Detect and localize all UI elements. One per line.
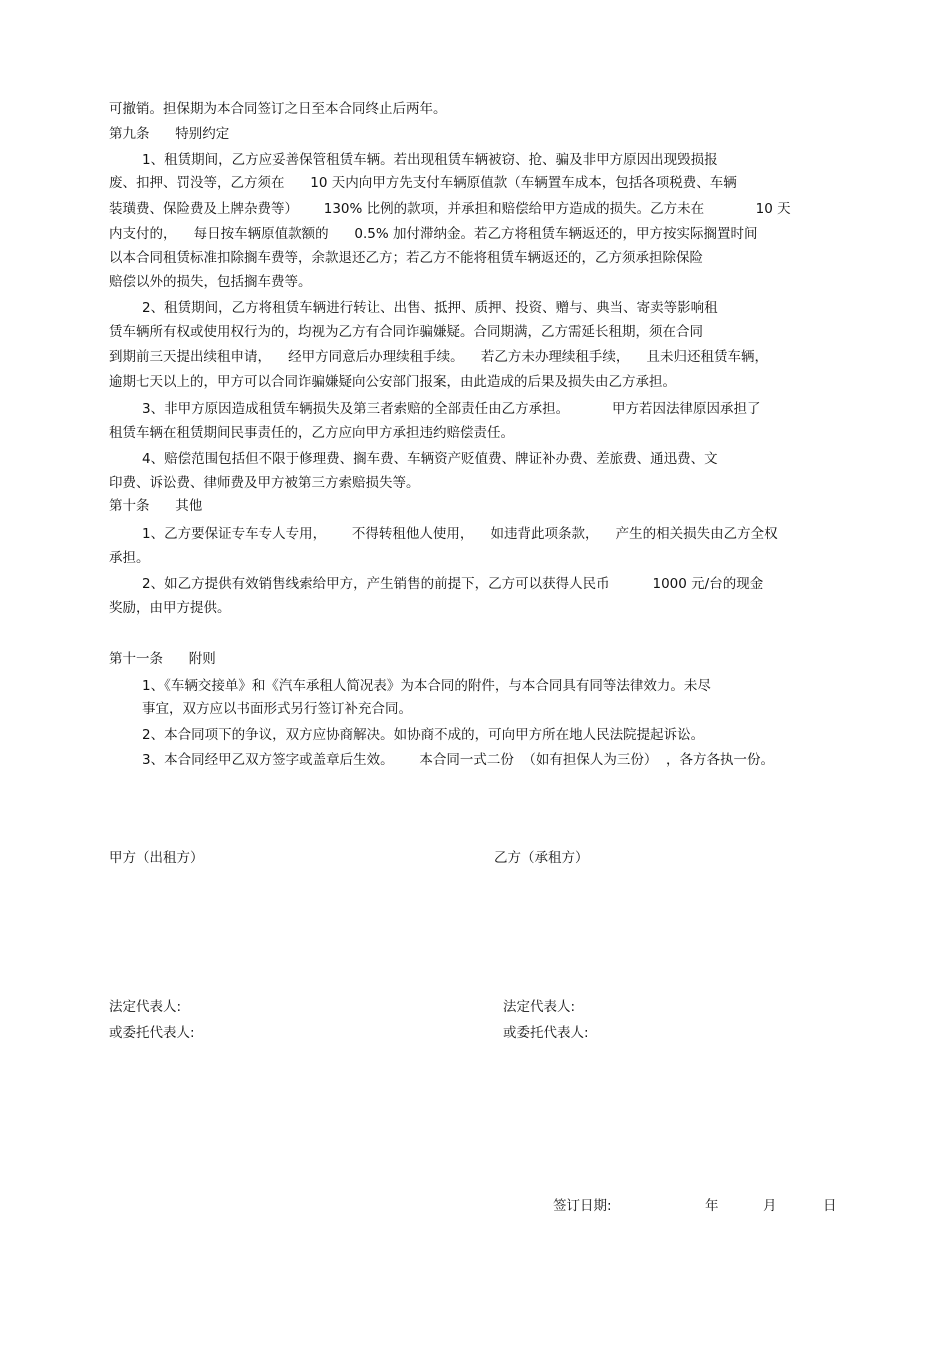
article-9-clause-4-line: 印费、诉讼费、律师费及甲方被第三方索赔损失等。 (109, 475, 420, 491)
article-11-clause-1-line: 事宜，双方应以书面形式另行签订补充合同。 (142, 701, 412, 717)
article-9-clause-2-line: 赁车辆所有权或使用权行为的，均视为乙方有合同诈骗嫌疑。合同期满，乙方需延长租期，须在合同 (109, 324, 703, 340)
article-9-clause-1-line: 废、扣押、罚没等，乙方须在 10 天内向甲方先支付车辆原值款（车辆置车成本，包括各项税费、车辆 (109, 175, 737, 191)
article-10-clause-2-line: 2、如乙方提供有效销售线索给甲方，产生销售的前提下，乙方可以获得人民币 1000 元/台的现金 (142, 576, 764, 592)
article-9-clause-2-line: 2、租赁期间，乙方将租赁车辆进行转让、出售、抵押、质押、投资、赠与、典当、寄卖等影响租 (142, 300, 718, 316)
article-10-clause-2-line: 奖励，由甲方提供。 (109, 600, 231, 616)
date-day-label: 日 (823, 1198, 837, 1214)
article-11-clause-3-line: 3、本合同经甲乙双方签字或盖章后生效。 本合同一式二份 （如有担保人为三份） ，各方各执一份。 (142, 752, 775, 768)
article-9-heading: 第九条 特别约定 (109, 126, 230, 142)
article-9-clause-2-line: 逾期七天以上的，甲方可以合同诈骗嫌疑向公安部门报案，由此造成的后果及损失由乙方承担。 (109, 374, 676, 390)
date-year-label: 年 (705, 1198, 719, 1214)
article-9-clause-1-line: 内支付的， 每日按车辆原值款额的 0.5% 加付滞纳金。若乙方将租赁车辆返还的，甲方按实际搁置时间 (109, 226, 758, 242)
legal-representative-a-label: 法定代表人: (109, 999, 182, 1015)
authorized-agent-a-label: 或委托代表人: (109, 1025, 195, 1041)
party-b-label: 乙方（承租方） (494, 850, 589, 866)
article-9-clause-3-line: 租赁车辆在租赁期间民事责任的，乙方应向甲方承担违约赔偿责任。 (109, 425, 514, 441)
article-9-clause-1-line: 装璜费、保险费及上牌杂费等） 130% 比例的款项，并承担和赔偿给甲方造成的损失。乙方未在 10 天 (109, 201, 791, 217)
article-9-clause-1-line: 赔偿以外的损失，包括搁车费等。 (109, 274, 312, 290)
article-11-clause-1-line: 1、《车辆交接单》和《汽车承租人简况表》为本合同的附件，与本合同具有同等法律效力。未尽 (142, 678, 711, 694)
party-a-label: 甲方（出租方） (109, 850, 204, 866)
guarantee-period-line: 可撤销。担保期为本合同签订之日至本合同终止后两年。 (109, 101, 447, 117)
article-9-clause-2-line: 到期前三天提出续租申请， 经甲方同意后办理续租手续。 若乙方未办理续租手续， 且未归还租赁车辆， (109, 349, 768, 365)
date-month-label: 月 (763, 1198, 777, 1214)
legal-representative-b-label: 法定代表人: (503, 999, 576, 1015)
article-9-clause-1-line: 1、租赁期间，乙方应妥善保管租赁车辆。若出现租赁车辆被窃、抢、骗及非甲方原因出现毁损报 (142, 152, 718, 168)
authorized-agent-b-label: 或委托代表人: (503, 1025, 589, 1041)
article-11-heading: 第十一条 附则 (109, 651, 216, 667)
article-11-clause-2-line: 2、本合同项下的争议，双方应协商解决。如协商不成的，可向甲方所在地人民法院提起诉讼。 (142, 727, 705, 743)
article-9-clause-1-line: 以本合同租赁标准扣除搁车费等，余款退还乙方；若乙方不能将租赁车辆返还的，乙方须承担除保险 (109, 250, 703, 266)
article-9-clause-3-line: 3、非甲方原因造成租赁车辆损失及第三者索赔的全部责任由乙方承担。 甲方若因法律原因承担了 (142, 401, 761, 417)
article-9-clause-4-line: 4、赔偿范围包括但不限于修理费、搁车费、车辆资产贬值费、牌证补办费、差旅费、通迅费、文 (142, 451, 718, 467)
article-10-heading: 第十条 其他 (109, 498, 203, 514)
signing-date-label: 签订日期: (553, 1198, 612, 1214)
article-10-clause-1-line: 承担。 (109, 550, 150, 566)
article-10-clause-1-line: 1、乙方要保证专车专人专用， 不得转租他人使用， 如违背此项条款， 产生的相关损失由乙方全权 (142, 526, 778, 542)
